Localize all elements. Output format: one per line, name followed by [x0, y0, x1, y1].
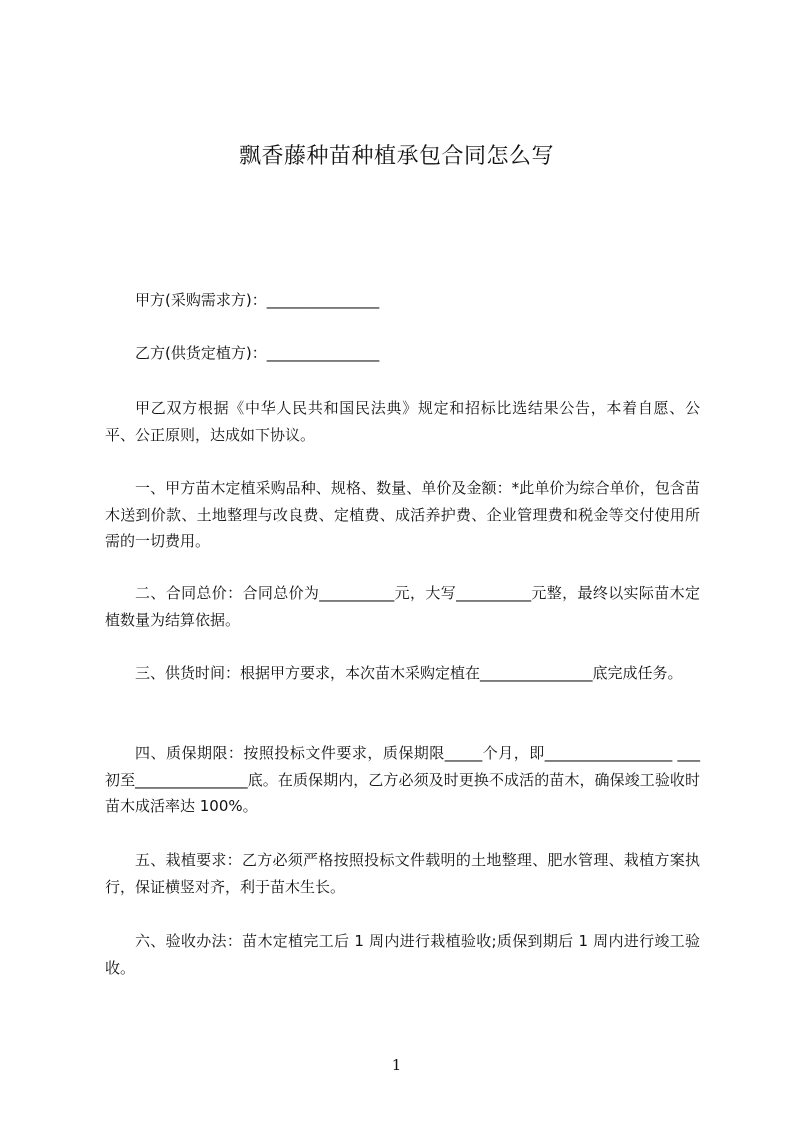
party-b-line: 乙方(供货定植方)：_______________ [135, 344, 380, 362]
clause-6-paragraph: 六、验收办法：苗木定植完工后 1 周内进行栽植验收;质保到期后 1 周内进行竣工验收。 [105, 932, 700, 977]
clause-5-paragraph: 五、栽植要求：乙方必须严格按照投标文件载明的土地整理、肥水管理、栽植方案执行，保证横竖对齐，利于苗木生长。 [105, 851, 700, 896]
clause-3-paragraph: 三、供货时间：根据甲方要求，本次苗木采购定植在_______________底完成任务。 [135, 664, 683, 682]
document-title: 飘香藤种苗种植承包合同怎么写 [238, 144, 554, 169]
clause-1-paragraph: 一、甲方苗木定植采购品种、规格、数量、单价及金额：*此单价为综合单价，包含苗木送到价款、土地整理与改良费、定植费、成活养护费、企业管理费和税金等交付使用所需的一切费用。 [105, 479, 700, 550]
clause-4-paragraph: 四、质保期限：按照投标文件要求，质保期限_____个月，即_________________ ___初至_______________底。在质保期内，乙方必须及时更换不成活的苗木，确保竣工验收时苗木成活率达 100%。 [105, 744, 700, 815]
intro-paragraph: 甲乙双方根据《中华人民共和国民法典》规定和招标比选结果公告，本着自愿、公平、公正原则，达成如下协议。 [105, 399, 700, 444]
page-number: 1 [391, 1056, 402, 1074]
party-a-line: 甲方(采购需求方)：_______________ [135, 291, 380, 309]
clause-2-paragraph: 二、合同总价：合同总价为__________元，大写__________元整，最终以实际苗木定植数量为结算依据。 [105, 584, 700, 629]
